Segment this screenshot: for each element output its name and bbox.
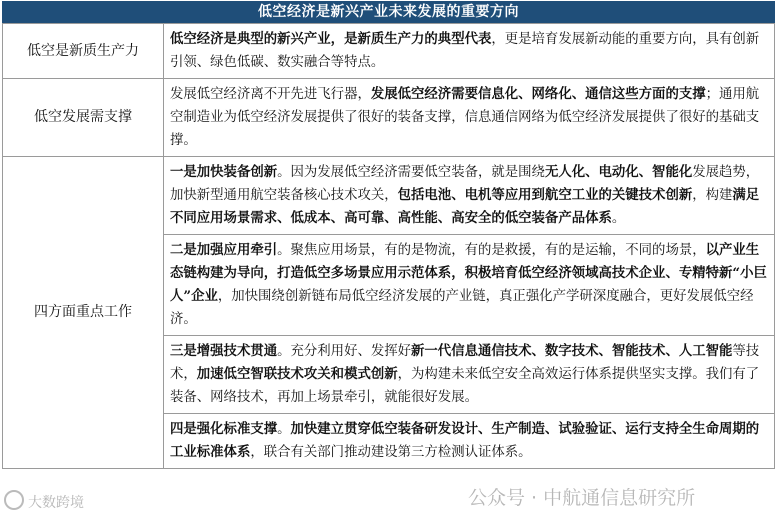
body-text: ，更是培育发展新动能的重要方向，具有创新引领、绿色低碳、数实融合等特点。	[170, 32, 760, 70]
bold-text: 加速低空智联技术攻关和模式创新	[196, 366, 398, 382]
body-text: 。	[277, 422, 291, 437]
body-text: 发展趋势，加快新型通用航空装备核心技术攻关，	[170, 165, 760, 203]
table-row	[3, 24, 775, 79]
table-wrapper	[2, 1, 775, 469]
bold-text: 一是加快装备创新	[170, 164, 278, 180]
watermark-right-text: 公众号 · 中航通信息研究所	[468, 487, 696, 509]
work-item-content	[164, 414, 775, 469]
bold-text: 加快建立贯穿低空装备研发设计、生产制造、试验验证、运行支持全生命周期的工业标准体系	[170, 421, 760, 460]
bold-text: 无人化、电动化、智能化	[544, 164, 693, 180]
watermark-left-text: 大数跨境	[28, 495, 84, 511]
bold-text: 二是加强应用牵引	[170, 242, 278, 258]
body-text: 。充分利用好、发挥好	[277, 344, 412, 359]
watermark-logo-icon	[4, 490, 24, 510]
row-content	[164, 79, 775, 157]
bold-text: 以产业生态链构建为导向，打造低空多场景应用示范体系，积极培育低空经济领域高技术企业、专精特新“小巨人”企业	[170, 242, 767, 304]
table-row	[3, 79, 775, 157]
body-text: 。聚焦应用场景，有的是物流，有的是救援，有的是运输，不同的场景，	[277, 243, 706, 258]
work-item-content	[164, 235, 775, 336]
watermark-left	[4, 490, 84, 512]
body-text: ，构建	[692, 188, 733, 203]
body-text: ，加快围绕创新链布局低空经济发展的产业链，真正强化产学研深度融合，更好发展低空经济。	[170, 289, 754, 327]
body-text: 等技术，	[170, 344, 760, 382]
body-text: 。	[611, 211, 626, 226]
bold-text: 发展低空经济需要信息化、网络化、通信这些方面的支撑	[370, 86, 706, 102]
row-content	[164, 24, 775, 79]
content-table	[2, 23, 775, 469]
bold-text: 低空经济是典型的新兴产业，是新质生产力的典型代表	[170, 31, 492, 47]
body-text: ，联合有关部门推动建设第三方检测认证体系。	[250, 445, 532, 460]
table-row	[3, 157, 775, 235]
row-label: 低空发展需支撑	[3, 79, 164, 157]
work-item-content	[164, 336, 775, 414]
body-text: 。因为发展低空经济需要低空装备，就是围绕	[277, 165, 545, 180]
work-item-content	[164, 157, 775, 235]
table-title: 低空经济是新兴产业未来发展的重要方向	[2, 1, 775, 23]
body-text: ；通用航空制造业为低空经济发展提供了很好的装备支撑，信息通信网络为低空经济发展提供了很好的基础支撑。	[170, 87, 760, 148]
bold-text: 新一代信息通信技术、数字技术、智能技术、人工智能	[411, 343, 733, 359]
bold-text: 三是增强技术贯通	[170, 343, 278, 359]
bold-text: 包括电池、电机等应用到航空工业的关键技术创新	[397, 187, 693, 203]
group-label: 四方面重点工作	[3, 157, 164, 469]
row-label: 低空是新质生产力	[3, 24, 164, 79]
bold-text: 四是强化标准支撑	[170, 421, 278, 437]
body-text: ，为构建未来低空安全高效运行体系提供坚实支撑。我们有了装备、网络技术，再加上场景牵引，就能很好发展。	[170, 367, 760, 405]
bold-text: 满足不同应用场景需求、低成本、高可靠、高性能、高安全的低空装备产品体系	[170, 187, 760, 226]
watermark-right	[468, 483, 695, 510]
body-text: 发展低空经济离不开先进飞行器，	[170, 87, 371, 102]
